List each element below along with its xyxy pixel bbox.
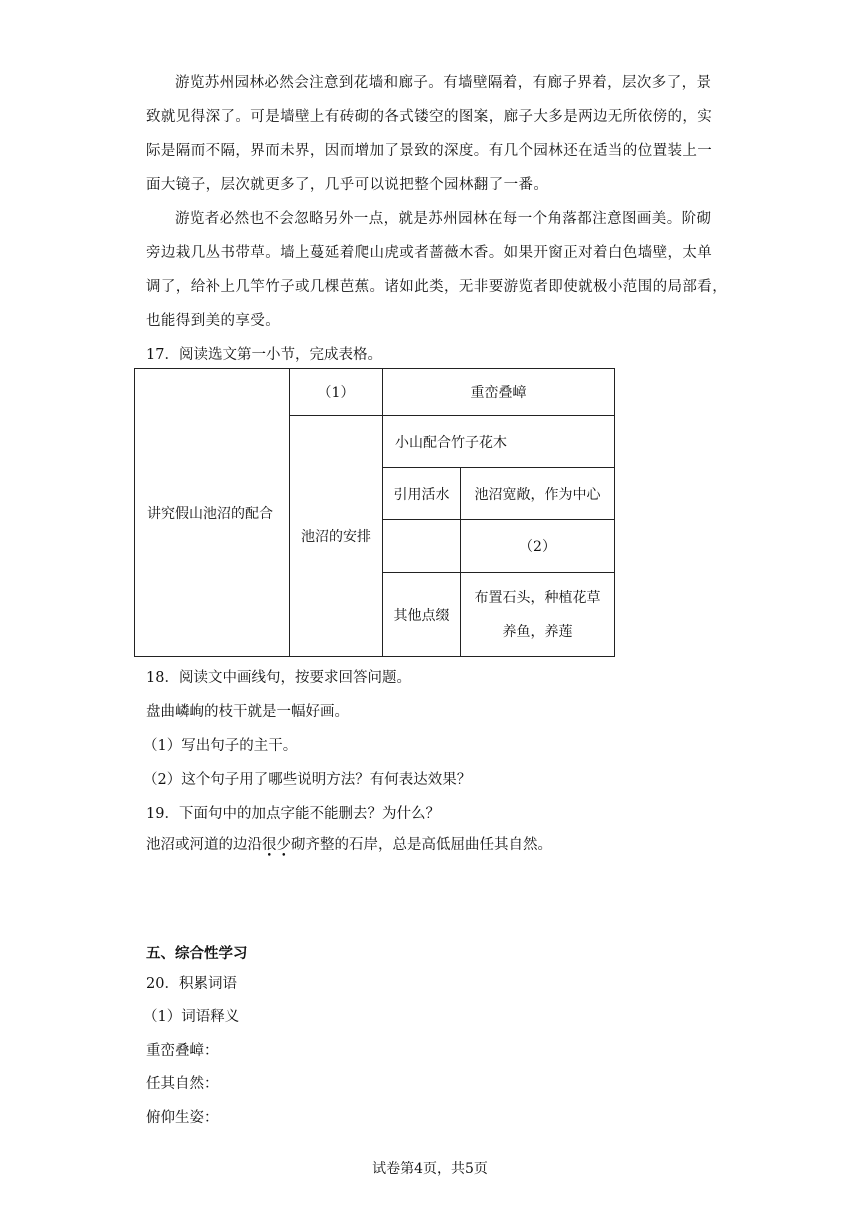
- section-5-heading: 五、综合性学习: [146, 946, 248, 962]
- question-19-prompt: 19．下面句中的加点字能不能删去？为什么？: [146, 806, 440, 822]
- question-18-prompt: 18．阅读文中画线句，按要求回答问题。: [146, 670, 411, 686]
- table-blank-2: （2）: [461, 520, 615, 573]
- term-3: 俯仰生姿：: [146, 1110, 219, 1126]
- table-text: 布置石头，种植花草: [474, 589, 601, 606]
- table-text: 养鱼，养莲: [502, 623, 573, 640]
- passage-paragraph-1: [146, 66, 720, 202]
- term-2: 任其自然：: [146, 1076, 219, 1092]
- sentence-text: 砌齐整的石岸，总是高低屈曲任其自然。: [291, 837, 552, 853]
- question-18-sub1: （1）写出句子的主干。: [143, 738, 298, 754]
- text-line: 际是隔而不隔，界而未界，因而增加了景致的深度。有几个园林还在适当的位置装上一: [146, 143, 713, 159]
- q17-table: [134, 368, 615, 657]
- table-pond-label: 池沼的安排: [290, 416, 383, 657]
- table-cell: 池沼宽敞，作为中心: [461, 468, 615, 520]
- page-footer: 试卷第4页，共5页: [372, 1161, 488, 1177]
- dotted-char: 少: [276, 837, 291, 853]
- table-cell: 引用活水: [383, 468, 461, 520]
- question-18-sub2: （2）这个句子用了哪些说明方法？有何表达效果？: [143, 772, 472, 788]
- text-line: 游览苏州园林必然会注意到花墙和廊子。有墙壁隔着，有廊子界着，层次多了，景: [175, 75, 712, 91]
- question-18-sentence: 盘曲嶙峋的枝干就是一幅好画。: [146, 704, 349, 720]
- table-cell: 小山配合竹子花木: [383, 416, 615, 468]
- question-17-prompt: 17．阅读选文第一小节，完成表格。: [146, 347, 382, 363]
- table-cell: 重峦叠嶂: [383, 369, 615, 416]
- dotted-char: 很: [262, 837, 277, 853]
- term-1: 重峦叠嶂：: [146, 1043, 219, 1059]
- table-main-label: 讲究假山池沼的配合: [135, 369, 290, 657]
- text-line: 致就见得深了。可是墙壁上有砖砌的各式镂空的图案，廊子大多是两边无所依傍的，实: [146, 109, 713, 125]
- passage-paragraph-2: [146, 202, 728, 338]
- text-line: 游览者必然也不会忽略另外一点，就是苏州园林在每一个角落都注意图画美。阶砌: [175, 211, 712, 227]
- table-cell-decor: [461, 573, 615, 657]
- question-20-sub1: （1）词语释义: [143, 1009, 240, 1025]
- table-cell: 其他点缀: [383, 573, 461, 657]
- question-19-sentence: [146, 833, 552, 854]
- table-blank-1: （1）: [290, 369, 383, 416]
- text-line: 也能得到美的享受。: [146, 313, 281, 329]
- question-20-prompt: 20．积累词语: [146, 976, 237, 992]
- sentence-text: 池沼或河道的边沿: [146, 837, 262, 853]
- text-line: 调了，给补上几竿竹子或几棵芭蕉。诸如此类，无非要游览者即使就极小范围的局部看，: [146, 279, 728, 295]
- table-empty-cell[interactable]: [383, 520, 461, 573]
- text-line: 旁边栽几丛书带草。墙上蔓延着爬山虎或者蔷薇木香。如果开窗正对着白色墙壁，太单: [146, 245, 713, 261]
- text-line: 面大镜子，层次就更多了，几乎可以说把整个园林翻了一番。: [146, 177, 549, 193]
